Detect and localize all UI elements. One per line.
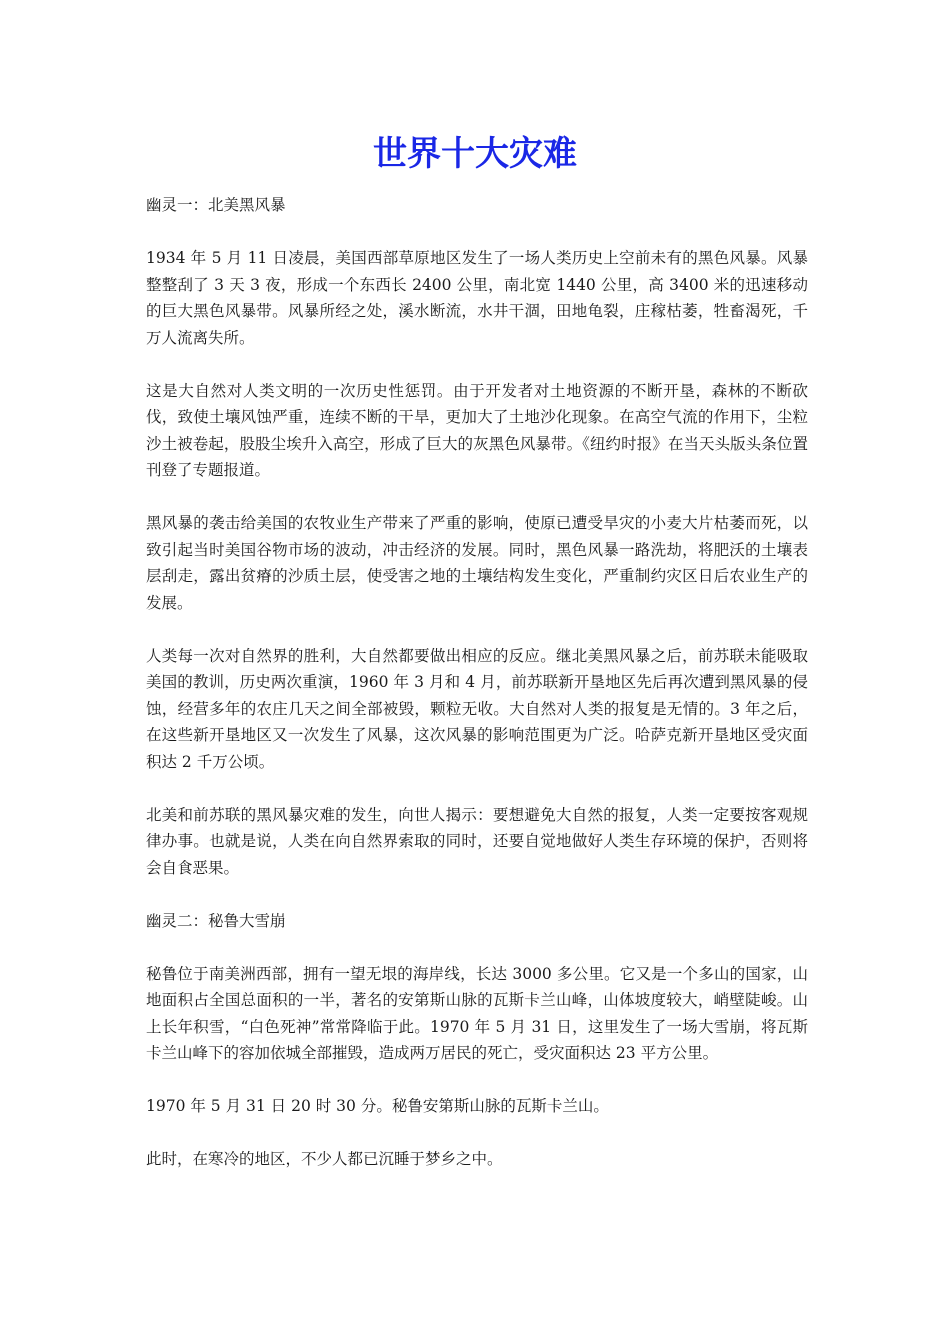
section-heading-1: 幽灵一：北美黑风暴 — [146, 196, 286, 214]
paragraph: 秘鲁位于南美洲西部，拥有一望无垠的海岸线，长达 3000 多公里。它又是一个多山的国家，山地面积占全国总面积的一半，著名的安第斯山脉的瓦斯卡兰山峰，山体坡度较大，峭壁陡峻。山上长年积雪，“白色死神”常常降临于此。1970 年 5 月 31 日，这里发生了一场大雪崩，将瓦斯卡兰山峰下的容加依城全部摧毁，造成两万居民的死亡，受灾面积达 23 平方公里。 — [146, 964, 808, 1062]
paragraph: 1934 年 5 月 11 日凌晨，美国西部草原地区发生了一场人类历史上空前未有的黑色风暴。风暴整整刮了 3 天 3 夜，形成一个东西长 2400 公里，南北宽 1440 公里，高 3400 米的迅速移动的巨大黑色风暴带。风暴所经之处，溪水断流，水井干涸，田地龟裂，庄稼枯萎，牲畜渴死，千万人流离失所。 — [146, 249, 808, 347]
paragraph: 1970 年 5 月 31 日 20 时 30 分。秘鲁安第斯山脉的瓦斯卡兰山。 — [146, 1097, 609, 1115]
document-body — [146, 192, 808, 1199]
document-title: 世界十大灾难 — [373, 134, 577, 174]
paragraph: 此时，在寒冷的地区，不少人都已沉睡于梦乡之中。 — [146, 1150, 503, 1168]
paragraph: 黑风暴的袭击给美国的农牧业生产带来了严重的影响，使原已遭受旱灾的小麦大片枯萎而死，以致引起当时美国谷物市场的波动，冲击经济的发展。同时，黑色风暴一路洗劫，将肥沃的土壤表层刮走，露出贫瘠的沙质土层，使受害之地的土壤结构发生变化，严重制约灾区日后农业生产的发展。 — [146, 514, 808, 612]
paragraph: 北美和前苏联的黑风暴灾难的发生，向世人揭示：要想避免大自然的报复，人类一定要按客观规律办事。也就是说，人类在向自然界索取的同时，还要自觉地做好人类生存环境的保护，否则将会自食恶果。 — [146, 805, 808, 877]
section-heading-2: 幽灵二：秘鲁大雪崩 — [146, 911, 286, 930]
paragraph: 这是大自然对人类文明的一次历史性惩罚。由于开发者对土地资源的不断开垦，森林的不断砍伐，致使土壤风蚀严重，连续不断的干旱，更加大了土地沙化现象。在高空气流的作用下，尘粒沙土被卷起，股股尘埃升入高空，形成了巨大的灰黑色风暴带。《纽约时报》在当天头版头条位置刊登了专题报道。 — [146, 381, 808, 479]
paragraph: 人类每一次对自然界的胜利，大自然都要做出相应的反应。继北美黑风暴之后，前苏联未能吸取美国的教训，历史两次重演，1960 年 3 月和 4 月，前苏联新开垦地区先后再次遭到黑风暴的侵蚀，经营多年的农庄几天之间全部被毁，颗粒无收。大自然对人类的报复是无情的。3 年之后，在这些新开垦地区又一次发生了风暴，这次风暴的影响范围更为广泛。哈萨克新开垦地区受灾面积达 2 千万公顷。 — [146, 646, 808, 771]
